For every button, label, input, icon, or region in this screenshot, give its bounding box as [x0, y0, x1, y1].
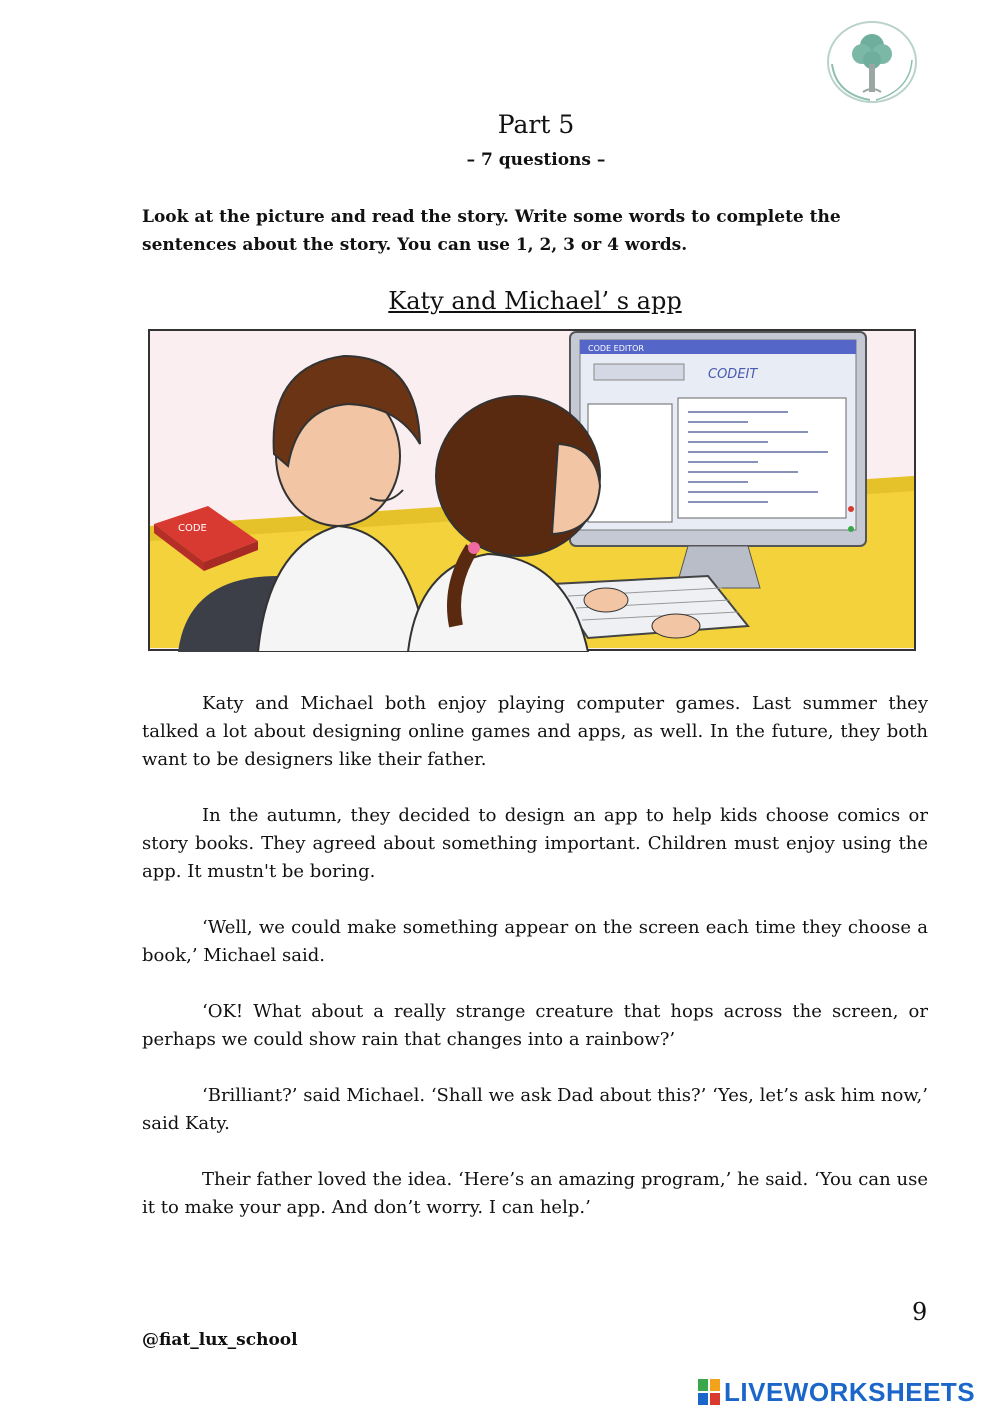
school-handle: @fiat_lux_school — [142, 1330, 298, 1350]
brand-name: LIVEWORKSHEETS — [724, 1376, 976, 1407]
story-paragraph: ‘OK! What about a really strange creature that hops across the screen, or perhaps we could show rain that changes into a rainbow?’ — [142, 1001, 928, 1050]
book-label: CODE — [178, 523, 207, 534]
part-title: Part 5 — [497, 110, 575, 139]
story-text — [142, 690, 928, 1250]
instructions: Look at the picture and read the story. Write some words to complete the sentences about the story. You can use 1, 2, 3 or 4 words. — [142, 207, 841, 255]
screen-title: CODE EDITOR — [588, 344, 644, 353]
story-title: Katy and Michael’ s app — [388, 287, 682, 315]
liveworksheets-logo-icon — [698, 1379, 720, 1405]
app-name: CODEIT — [708, 367, 758, 382]
liveworksheets-brand[interactable] — [698, 1376, 975, 1408]
story-paragraph: ‘Brilliant?’ said Michael. ‘Shall we ask Dad about this?’ ‘Yes, let’s ask him now,’ said Katy. — [142, 1085, 928, 1134]
part-subtitle: – 7 questions – — [466, 150, 606, 170]
page-number: 9 — [912, 1298, 928, 1326]
story-paragraph: ‘Well, we could make something appear on the screen each time they choose a book,’ Michael said. — [142, 917, 928, 966]
story-paragraph: In the autumn, they decided to design an app to help kids choose comics or story books. They agreed about something important. Children must enjoy using the app. It mustn't be boring. — [142, 805, 928, 882]
school-logo-tree-icon — [826, 20, 918, 104]
children-at-computer-illustration — [148, 326, 928, 652]
story-paragraph: Katy and Michael both enjoy playing computer games. Last summer they talked a lot about designing online games and apps, as well. In the future, they both want to be designers like their father. — [142, 693, 928, 770]
story-paragraph: Their father loved the idea. ‘Here’s an amazing program,’ he said. ‘You can use it to make your app. And don’t worry. I can help.’ — [142, 1169, 928, 1218]
